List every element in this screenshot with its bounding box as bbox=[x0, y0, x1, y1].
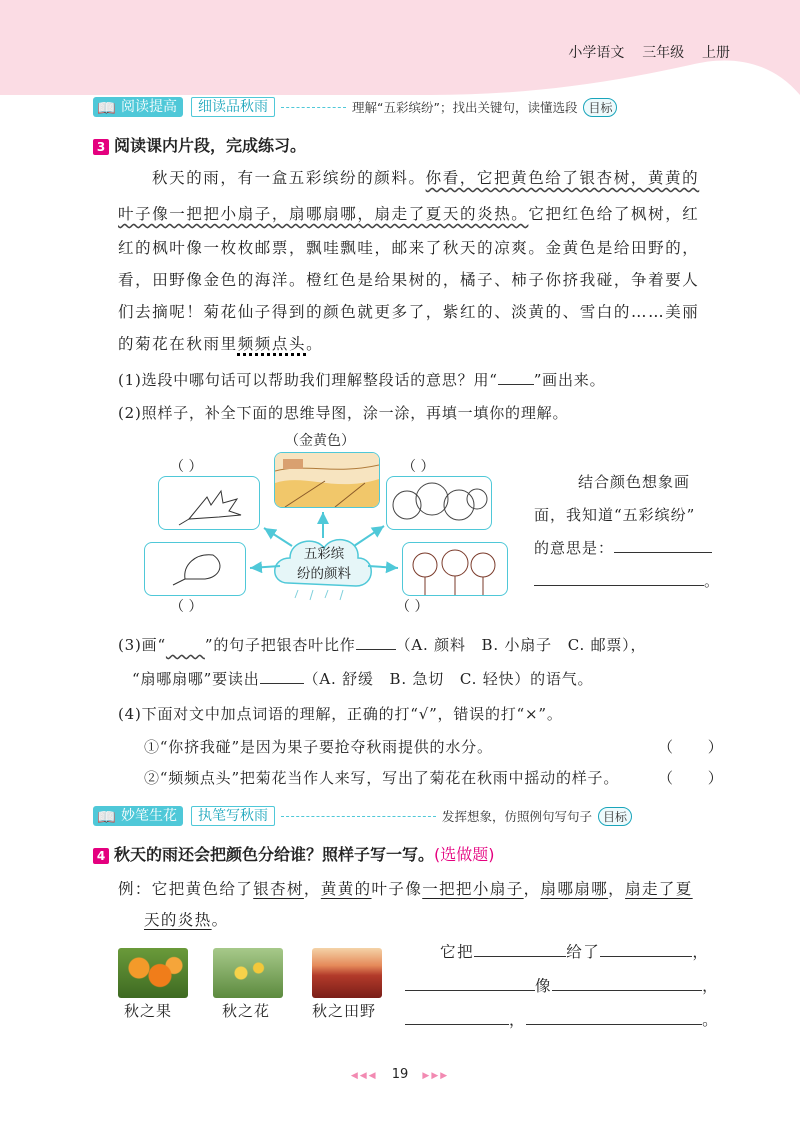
q3-number: 3 bbox=[93, 139, 109, 155]
judge-paren[interactable]: （ ） bbox=[658, 738, 725, 756]
header-volume: 上册 bbox=[702, 45, 730, 61]
example-text: ， bbox=[523, 880, 541, 898]
example-underlined: 银杏树 bbox=[253, 880, 304, 898]
answer-blank[interactable] bbox=[474, 956, 566, 957]
autumn-field-photo bbox=[312, 948, 382, 998]
section-tag-label: 妙笔生花 bbox=[121, 808, 177, 824]
answer-blank[interactable] bbox=[405, 990, 535, 991]
header-subject: 小学语文 bbox=[568, 45, 625, 61]
fill-text: 像 bbox=[535, 977, 553, 995]
autumn-fruit-photo bbox=[118, 948, 188, 998]
section-tag-label: 阅读提高 bbox=[121, 99, 177, 115]
sub3-options: （A. 舒缓 B. 急切 C. 轻快）的语气。 bbox=[303, 670, 594, 688]
page-footer bbox=[0, 1067, 800, 1082]
sub3-text: “扇哪扇哪”要读出 bbox=[132, 670, 260, 688]
autumn-flower-photo bbox=[213, 948, 283, 998]
example-underlined: 扇走了夏 bbox=[625, 880, 693, 898]
answer-blank[interactable] bbox=[526, 1024, 702, 1025]
blank-paren[interactable]: （ ） bbox=[170, 599, 203, 615]
passage-text: 秋天的雨，有一盒五彩缤纷的颜料。 bbox=[152, 169, 426, 187]
q3-sub4-item1: ①“你挤我碰”是因为果子要抢夺秋雨提供的水分。 bbox=[144, 738, 493, 756]
section-tag bbox=[93, 97, 183, 117]
section-subtitle: 执笔写秋雨 bbox=[191, 806, 275, 826]
passage-line-6 bbox=[118, 332, 323, 354]
q3-title-text: 阅读课内片段，完成练习。 bbox=[114, 136, 307, 155]
q3-sub2: (2)照样子，补全下面的思维导图，涂一涂，再填一填你的理解。 bbox=[118, 404, 569, 422]
example-text: ， bbox=[303, 880, 321, 898]
blank-paren[interactable]: （ ） bbox=[402, 459, 435, 475]
passage-text: 它把红色给了枫树，红 bbox=[528, 205, 700, 223]
section-goal: 理解“五彩缤纷”；找出关键句，读懂选段 bbox=[352, 100, 578, 115]
passage-line-2 bbox=[118, 202, 699, 224]
example-text: 例：它把黄色给了 bbox=[118, 880, 254, 898]
answer-blank[interactable] bbox=[356, 649, 396, 650]
section-tag bbox=[93, 806, 183, 826]
fill-text: ， bbox=[692, 943, 710, 961]
wavy-sample bbox=[166, 636, 205, 654]
passage-key-sentence: 叶子像一把把小扇子，扇哪扇哪，扇走了夏天的炎热。 bbox=[118, 205, 529, 223]
sub1-text: ”画出来。 bbox=[533, 371, 606, 389]
fill-text: ， bbox=[702, 977, 720, 995]
page-number: 19 bbox=[391, 1067, 409, 1082]
example-line-1 bbox=[118, 877, 693, 899]
passage-line-5: 们去摘呢！菊花仙子得到的颜色就更多了，紫红的、淡黄的、雪白的……美丽 bbox=[118, 303, 700, 321]
side-text-line: 面，我知道“五彩缤纷” bbox=[534, 506, 696, 524]
passage-line-3: 红的枫叶像一枚枚邮票，飘哇飘哇，邮来了秋天的凉爽。金黄色是给田野的， bbox=[118, 239, 700, 257]
example-underlined: 扇哪扇哪 bbox=[540, 880, 609, 898]
left-arrows-icon: ◀◀◀ bbox=[350, 1071, 378, 1081]
meaning-blank[interactable] bbox=[614, 552, 712, 553]
section-subtitle: 细读品秋雨 bbox=[191, 97, 275, 117]
header-grade: 三年级 bbox=[642, 45, 685, 61]
q3-sub3-line1 bbox=[118, 634, 646, 655]
example-underlined: 一把把小扇子 bbox=[422, 880, 524, 898]
judge-paren[interactable]: （ ） bbox=[658, 769, 725, 787]
q4-fill-line-2 bbox=[405, 974, 719, 996]
q3-sub1 bbox=[118, 369, 605, 390]
q3-sub3-line2 bbox=[132, 668, 593, 689]
fill-text: 。 bbox=[702, 1011, 720, 1029]
fill-text: ， bbox=[509, 1011, 527, 1029]
mindmap bbox=[140, 428, 540, 618]
answer-blank[interactable] bbox=[600, 956, 692, 957]
passage-key-sentence: 你看，它把黄色给了银杏树，黄黄的 bbox=[425, 169, 700, 187]
right-arrows-icon: ▶▶▶ bbox=[422, 1071, 450, 1081]
passage-text: 。 bbox=[306, 335, 324, 353]
golden-label: （金黄色） bbox=[285, 433, 355, 449]
book-icon: 📖 bbox=[97, 808, 116, 826]
answer-blank[interactable] bbox=[405, 1024, 509, 1025]
passage-line-1 bbox=[152, 166, 699, 188]
passage-text: 的菊花在秋雨里 bbox=[118, 335, 238, 353]
sub3-text: ”的句子把银杏叶比作 bbox=[204, 636, 356, 654]
sub3-text: (3)画“ bbox=[118, 636, 166, 654]
example-underlined: 天的炎热 bbox=[144, 911, 212, 929]
blank-paren[interactable]: （ ） bbox=[396, 599, 429, 615]
side-text-end: 。 bbox=[704, 572, 721, 590]
fill-text: 给了 bbox=[566, 943, 601, 961]
q4-fill-line-3 bbox=[405, 1008, 719, 1030]
meaning-blank[interactable] bbox=[534, 585, 704, 586]
photo-caption: 秋之果 bbox=[124, 1002, 173, 1020]
q4-number: 4 bbox=[93, 848, 109, 864]
underline-sample bbox=[498, 384, 534, 385]
q3-title bbox=[93, 133, 306, 156]
fill-text: 它把 bbox=[440, 943, 475, 961]
example-underlined: 黄黄的 bbox=[320, 880, 372, 898]
mindmap-arrows bbox=[140, 428, 540, 618]
mindmap-side-text bbox=[534, 466, 720, 598]
goal-tag: 目标 bbox=[583, 98, 617, 117]
answer-blank[interactable] bbox=[552, 990, 702, 991]
q3-sub4-item2: ②“频频点头”把菊花当作人来写，写出了菊花在秋雨中摇动的样子。 bbox=[144, 769, 620, 787]
photo-caption: 秋之花 bbox=[222, 1002, 271, 1020]
q3-sub4: (4)下面对文中加点词语的理解，正确的打“√”，错误的打“×”。 bbox=[118, 705, 563, 723]
example-text: ， bbox=[608, 880, 626, 898]
example-text: 像 bbox=[405, 880, 423, 898]
goal-tag: 目标 bbox=[598, 807, 632, 826]
passage-line-4: 看，田野像金色的海洋。橙红色是给果树的，橘子、柿子你挤我碰，争着要人 bbox=[118, 271, 700, 289]
example-text: 叶子 bbox=[371, 880, 406, 898]
header-info bbox=[568, 42, 730, 62]
section-goal: 发挥想象，仿照例句写句子 bbox=[442, 809, 593, 824]
cloud-label-line: 五彩缤 bbox=[303, 546, 345, 562]
side-text-line: 结合颜色想象画 bbox=[578, 473, 691, 491]
dotted-word: 频频点头 bbox=[237, 335, 307, 353]
q4-fill-line-1 bbox=[440, 940, 710, 962]
answer-blank[interactable] bbox=[260, 683, 304, 684]
example-text: 。 bbox=[211, 911, 229, 929]
blank-paren[interactable]: （ ） bbox=[170, 459, 203, 475]
section-banner-writing bbox=[93, 805, 632, 827]
book-icon: 📖 bbox=[97, 99, 116, 117]
sub3-options: （A. 颜料 B. 小扇子 C. 邮票）， bbox=[395, 636, 647, 654]
q4-title bbox=[93, 842, 495, 865]
sub1-text: (1)选段中哪句话可以帮助我们理解整段话的意思？用“ bbox=[118, 371, 498, 389]
section-banner-reading bbox=[93, 96, 617, 118]
optional-label: (选做题) bbox=[434, 845, 495, 864]
photo-caption: 秋之田野 bbox=[312, 1002, 377, 1020]
cloud-label-line: 纷的颜料 bbox=[297, 566, 351, 582]
example-line-2 bbox=[144, 908, 229, 930]
q4-title-text: 秋天的雨还会把颜色分给谁？照样子写一写。 bbox=[114, 845, 435, 864]
side-text-line: 的意思是： bbox=[534, 539, 615, 557]
